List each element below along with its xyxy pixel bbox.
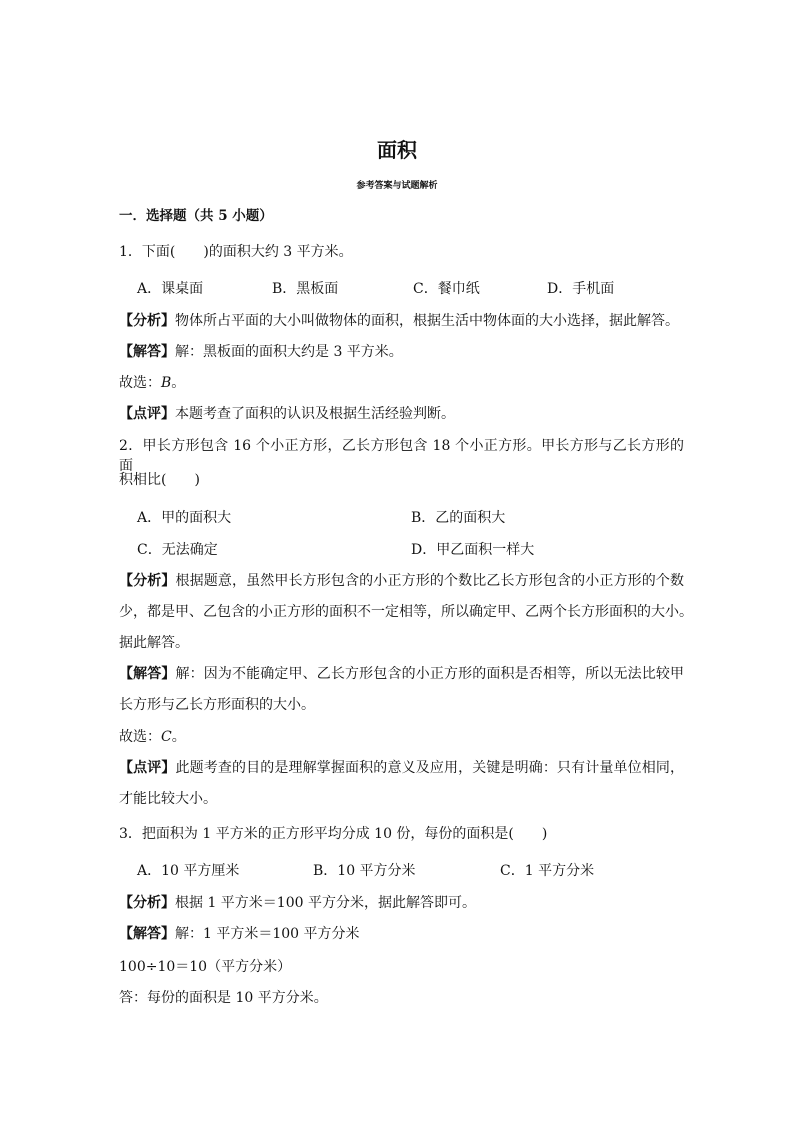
q3-answer — [119, 924, 684, 944]
q1-choice-letter: B — [161, 375, 172, 391]
analysis-tag: 【分析】 — [119, 573, 176, 589]
choice-prefix: 故选： — [119, 729, 161, 745]
comment-tag: 【点评】 — [119, 406, 175, 422]
q1-stem: 1．下面( )的面积大约 3 平方米。 — [119, 244, 353, 260]
q3-answer-text: 解：1 平方米＝100 平方分米 — [175, 926, 360, 942]
q1-option-b: B．黑板面 — [272, 281, 339, 297]
page-title: 面积 — [377, 138, 417, 162]
choice-suffix: 。 — [171, 729, 186, 745]
q2-analysis-line1 — [119, 571, 684, 591]
q2-option-b: B．乙的面积大 — [411, 510, 506, 526]
q2-option-d: D．甲乙面积一样大 — [411, 542, 535, 558]
analysis-tag: 【分析】 — [119, 313, 175, 329]
comment-tag: 【点评】 — [119, 760, 176, 776]
q2-answer-text-1: 解：因为不能确定甲、乙长方形包含的小正方形的面积是否相等，所以无法比较甲 — [175, 666, 685, 682]
q2-choice-letter: C — [161, 729, 172, 745]
answer-tag: 【解答】 — [119, 926, 175, 942]
q2-stem-line2: 积相比( ) — [119, 472, 200, 488]
q2-choice — [119, 727, 684, 747]
choice-prefix: 故选： — [119, 375, 161, 391]
section-heading: 一．选择题（共 5 小题） — [119, 208, 273, 224]
q3-option-a: A．10 平方厘米 — [137, 863, 240, 879]
q2-stem-line1: 2．甲长方形包含 16 个小正方形，乙长方形包含 18 个小正方形。甲长方形与乙长方形的面 — [119, 438, 684, 474]
q2-analysis-text-1: 根据题意，虽然甲长方形包含的小正方形的个数比乙长方形包含的小正方形的个数 — [175, 573, 685, 589]
q2-comment-text-1: 此题考查的目的是理解掌握面积的意义及应用，关键是明确：只有计量单位相同， — [175, 760, 685, 776]
analysis-tag: 【分析】 — [119, 895, 175, 911]
q1-analysis — [119, 311, 684, 331]
q3-option-b: B．10 平方分米 — [313, 863, 416, 879]
answer-tag: 【解答】 — [119, 666, 176, 682]
q2-answer-line2: 长方形与乙长方形面积的大小。 — [119, 697, 315, 713]
choice-suffix: 。 — [171, 375, 186, 391]
q3-analysis-text: 根据 1 平方米＝100 平方分米，据此解答即可。 — [175, 895, 476, 911]
q3-calc: 100÷10＝10（平方分米） — [119, 959, 292, 975]
q2-analysis-line3: 据此解答。 — [119, 635, 189, 651]
q2-comment-line2: 才能比较大小。 — [119, 791, 217, 807]
q1-answer-text: 解：黑板面的面积大约是 3 平方米。 — [175, 344, 403, 360]
page-subtitle: 参考答案与试题解析 — [356, 181, 438, 191]
q1-comment-text: 本题考查了面积的认识及根据生活经验判断。 — [175, 406, 455, 422]
q3-reply: 答：每份的面积是 10 平方分米。 — [119, 990, 328, 1006]
q3-option-c: C．1 平方分米 — [500, 863, 595, 879]
q1-answer — [119, 342, 684, 362]
answer-tag: 【解答】 — [119, 344, 175, 360]
q2-option-a: A．甲的面积大 — [137, 510, 232, 526]
q1-option-c: C．餐巾纸 — [413, 281, 480, 297]
q3-stem: 3．把面积为 1 平方米的正方形平均分成 10 份，每份的面积是( ) — [119, 826, 548, 842]
q1-option-d: D．手机面 — [547, 281, 615, 297]
q2-analysis-line2: 少，都是甲、乙包含的小正方形的面积不一定相等，所以确定甲、乙两个长方形面积的大小。 — [119, 604, 693, 620]
q2-answer-line1 — [119, 664, 684, 684]
q1-comment — [119, 404, 684, 424]
q2-comment-line1 — [119, 758, 684, 778]
q1-choice — [119, 373, 684, 393]
q1-option-a: A．课桌面 — [137, 281, 204, 297]
q1-analysis-text: 物体所占平面的大小叫做物体的面积，根据生活中物体面的大小选择，据此解答。 — [175, 313, 679, 329]
q3-analysis — [119, 893, 684, 913]
q2-option-c: C．无法确定 — [137, 542, 218, 558]
